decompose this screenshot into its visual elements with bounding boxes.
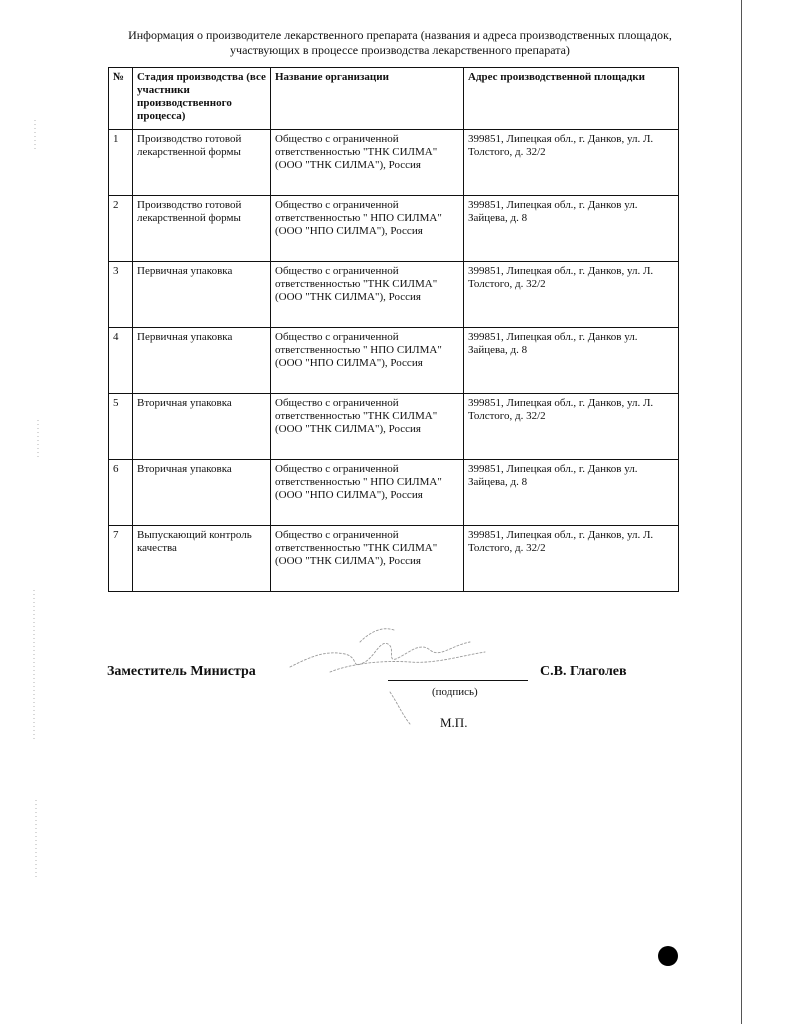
row-number: 7	[109, 526, 133, 592]
signatory-name: С.В. Глаголев	[540, 664, 627, 679]
table-row	[109, 130, 679, 196]
row-address: 399851, Липецкая обл., г. Данков ул. Зайцева, д. 8	[464, 196, 679, 262]
table-row	[109, 394, 679, 460]
row-stage: Выпускающий контроль качества	[133, 526, 271, 592]
header-stage: Стадия производства (все участники производственного процесса)	[133, 68, 271, 130]
row-address: 399851, Липецкая обл., г. Данков ул. Зайцева, д. 8	[464, 460, 679, 526]
manufacturing-sites-table	[108, 67, 679, 592]
stamp-place: М.П.	[440, 715, 468, 730]
row-stage: Производство готовой лекарственной формы	[133, 196, 271, 262]
document-heading: Информация о производителе лекарственного препарата (названия и адреса производственных площадок, участвующих в процессе производства лекарственного препарата)	[128, 28, 672, 57]
row-stage: Вторичная упаковка	[133, 394, 271, 460]
header-address: Адрес производственной площадки	[464, 68, 679, 130]
row-organization: Общество с ограниченной ответственностью "ТНК СИЛМА" (ООО "ТНК СИЛМА"), Россия	[271, 526, 464, 592]
handwritten-signature	[270, 612, 510, 732]
header-organization: Название организации	[271, 68, 464, 130]
scan-margin-marks	[30, 120, 50, 880]
row-number: 3	[109, 262, 133, 328]
row-address: 399851, Липецкая обл., г. Данков, ул. Л. Толстого, д. 32/2	[464, 130, 679, 196]
row-address: 399851, Липецкая обл., г. Данков, ул. Л. Толстого, д. 32/2	[464, 262, 679, 328]
row-number: 1	[109, 130, 133, 196]
row-number: 6	[109, 460, 133, 526]
signatory-position: Заместитель Министра	[107, 664, 256, 679]
row-stage: Первичная упаковка	[133, 262, 271, 328]
table-header-row	[109, 68, 679, 130]
row-stage: Первичная упаковка	[133, 328, 271, 394]
row-organization: Общество с ограниченной ответственностью " НПО СИЛМА" (ООО "НПО СИЛМА"), Россия	[271, 328, 464, 394]
row-organization: Общество с ограниченной ответственностью "ТНК СИЛМА" (ООО "ТНК СИЛМА"), Россия	[271, 394, 464, 460]
row-organization: Общество с ограниченной ответственностью "ТНК СИЛМА" (ООО "ТНК СИЛМА"), Россия	[271, 262, 464, 328]
signature-line	[388, 680, 528, 681]
signature-caption: (подпись)	[432, 686, 478, 698]
row-organization: Общество с ограниченной ответственностью " НПО СИЛМА" (ООО "НПО СИЛМА"), Россия	[271, 460, 464, 526]
table-row	[109, 460, 679, 526]
punch-hole-mark	[658, 946, 678, 966]
table-row	[109, 262, 679, 328]
scan-edge-line	[741, 0, 742, 1024]
row-number: 5	[109, 394, 133, 460]
row-stage: Производство готовой лекарственной формы	[133, 130, 271, 196]
row-address: 399851, Липецкая обл., г. Данков, ул. Л. Толстого, д. 32/2	[464, 394, 679, 460]
header-number: №	[109, 68, 133, 130]
table-row	[109, 526, 679, 592]
row-address: 399851, Липецкая обл., г. Данков, ул. Л. Толстого, д. 32/2	[464, 526, 679, 592]
table-row	[109, 196, 679, 262]
row-address: 399851, Липецкая обл., г. Данков ул. Зайцева, д. 8	[464, 328, 679, 394]
table-row	[109, 328, 679, 394]
row-stage: Вторичная упаковка	[133, 460, 271, 526]
row-organization: Общество с ограниченной ответственностью "ТНК СИЛМА" (ООО "ТНК СИЛМА"), Россия	[271, 130, 464, 196]
row-number: 4	[109, 328, 133, 394]
row-organization: Общество с ограниченной ответственностью " НПО СИЛМА" (ООО "НПО СИЛМА"), Россия	[271, 196, 464, 262]
row-number: 2	[109, 196, 133, 262]
